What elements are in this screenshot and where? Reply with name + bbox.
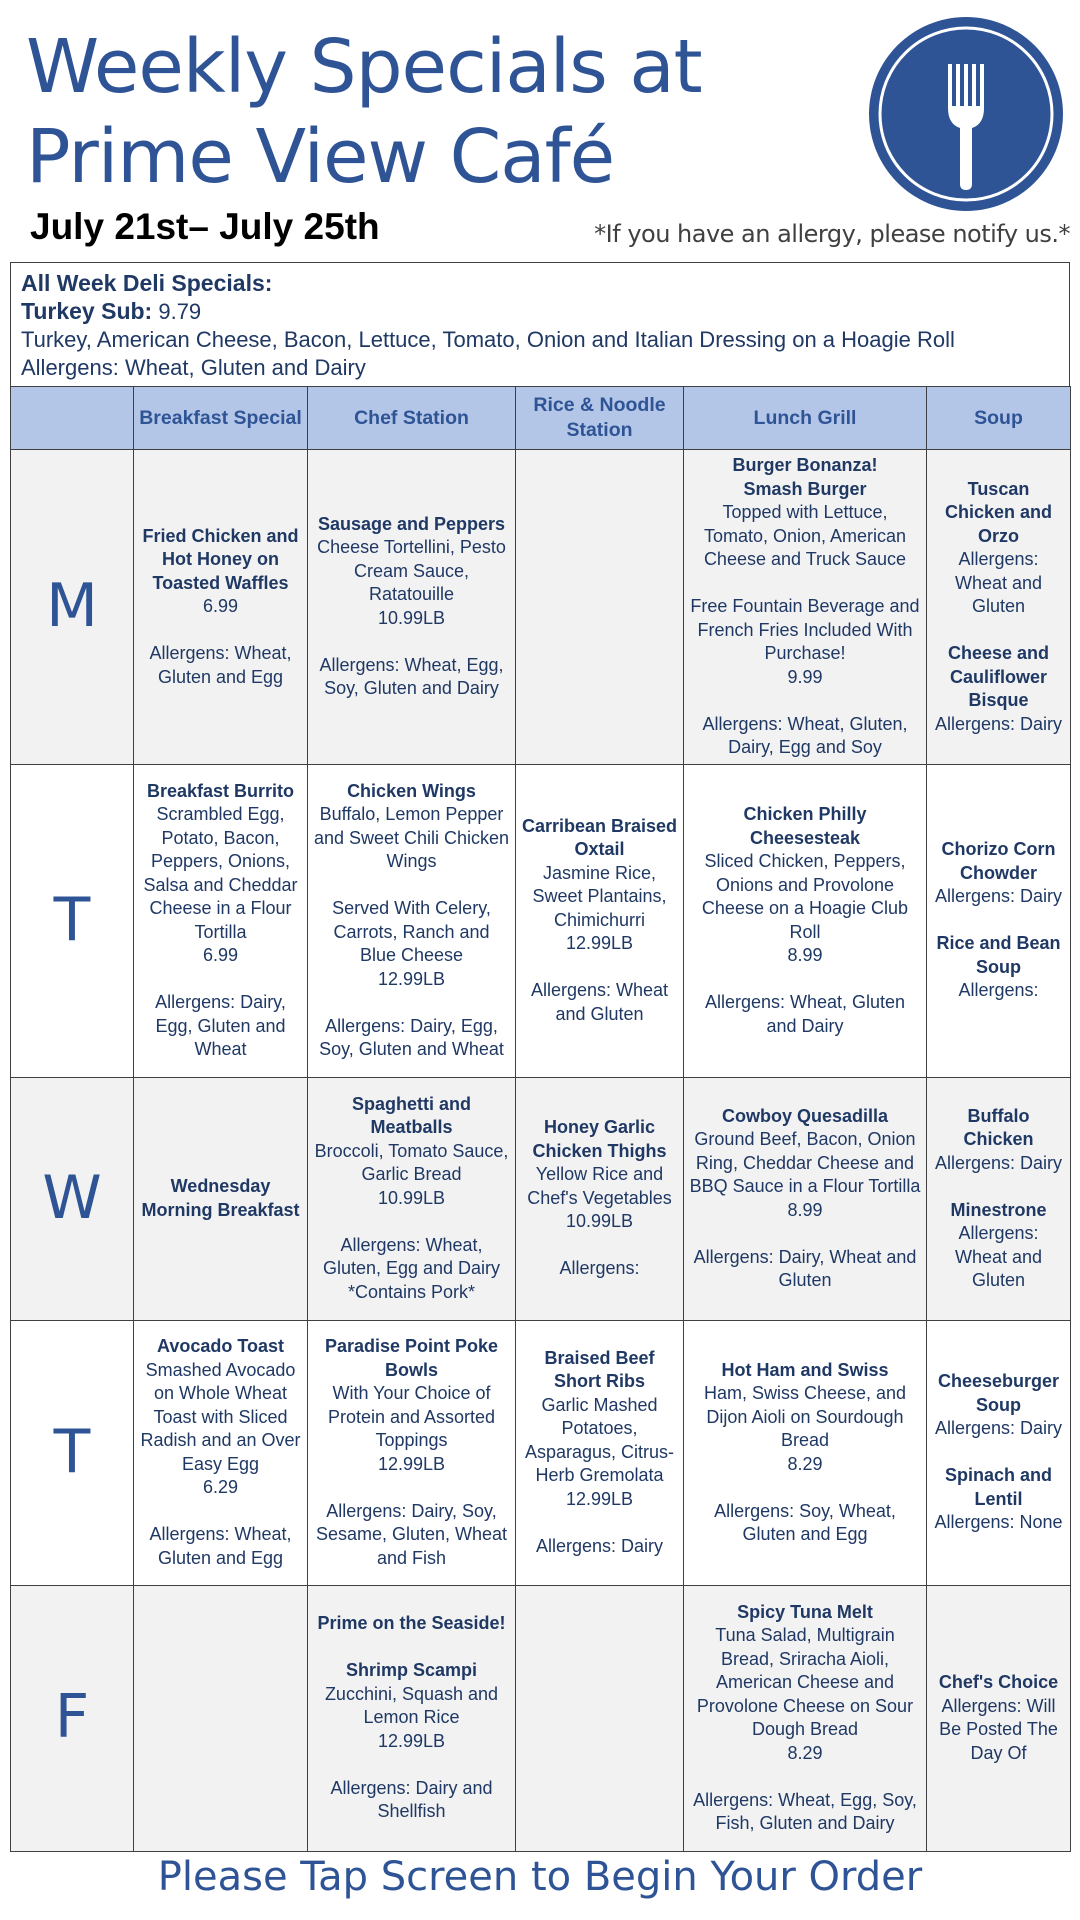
item-text: Allergens: Wheat, Gluten and Egg bbox=[149, 643, 292, 687]
item-text: 10.99LB bbox=[565, 1211, 634, 1232]
item-text: Allergens: Dairy and Shellfish bbox=[330, 1777, 493, 1822]
item-text bbox=[313, 991, 510, 1015]
page-title bbox=[26, 22, 702, 202]
header-chef-station: Chef Station bbox=[308, 387, 516, 450]
item-title: Buffalo Chicken bbox=[963, 1105, 1034, 1149]
deli-heading: All Week Deli Specials: bbox=[21, 270, 273, 296]
fork-logo-icon bbox=[868, 16, 1064, 212]
header-lunch-grill: Lunch Grill bbox=[684, 387, 927, 450]
item-text: Allergens: Dairy, Egg, Soy, Gluten and Wheat bbox=[319, 1015, 504, 1059]
day-letter: F bbox=[11, 1585, 134, 1851]
breakfast-cell bbox=[134, 764, 308, 1077]
item-text bbox=[313, 874, 510, 898]
grill-cell bbox=[684, 1320, 927, 1585]
item-title: Shrimp Scampi bbox=[345, 1660, 478, 1681]
item-text: Allergens: Wheat, Gluten, Dairy, Egg and Soy bbox=[702, 713, 908, 757]
item-text: Allergens: Wheat and Gluten bbox=[954, 549, 1043, 616]
item-text bbox=[932, 909, 1065, 933]
item-text: 12.99LB bbox=[377, 968, 446, 989]
item-text: Allergens: Wheat and Gluten bbox=[954, 1223, 1043, 1290]
tap-to-order-button[interactable]: Please Tap Screen to Begin Your Order bbox=[157, 1854, 923, 1900]
item-text: Allergens: Dairy bbox=[934, 1152, 1063, 1173]
chef-cell bbox=[308, 450, 516, 765]
header-day bbox=[11, 387, 134, 450]
grill-cell bbox=[684, 1585, 927, 1851]
item-text bbox=[139, 619, 302, 643]
item-title: Spinach and Lentil bbox=[944, 1465, 1052, 1509]
item-text: Jasmine Rice, Sweet Plantains, Chimichurri bbox=[532, 862, 667, 930]
item-text: Broccoli, Tomato Sauce, Garlic Bread bbox=[314, 1140, 509, 1185]
item-text: Scrambled Egg, Potato, Bacon, Peppers, Onions, Salsa and Cheddar Cheese in a Flour Tortilla bbox=[143, 804, 298, 942]
item-text: Buffalo, Lemon Pepper and Sweet Chili Chicken Wings bbox=[313, 804, 510, 871]
item-text: 8.99 bbox=[787, 1199, 823, 1220]
item-title: Smash Burger bbox=[743, 478, 867, 499]
header-rice-noodle: Rice & Noodle Station bbox=[516, 387, 684, 450]
item-text: Allergens: Will Be Posted The Day Of bbox=[939, 1695, 1058, 1763]
item-text: 10.99LB bbox=[377, 607, 446, 628]
breakfast-cell bbox=[134, 450, 308, 765]
item-text: Ham, Swiss Cheese, and Dijon Aioli on Sourdough Bread bbox=[703, 1383, 907, 1450]
item-title: Avocado Toast bbox=[156, 1336, 285, 1356]
day-letter: W bbox=[11, 1077, 134, 1320]
item-title: Chef's Choice bbox=[938, 1672, 1059, 1692]
item-text: 8.29 bbox=[787, 1453, 823, 1474]
item-title: Paradise Point Poke Bowls bbox=[324, 1336, 499, 1380]
item-text bbox=[689, 1222, 921, 1246]
item-text: Served With Celery, Carrots, Ranch and Blue Cheese bbox=[332, 898, 491, 965]
grill-cell bbox=[684, 764, 927, 1077]
table-row-wednesday bbox=[11, 1077, 1071, 1320]
item-title: Tuscan Chicken and Orzo bbox=[944, 478, 1053, 546]
item-text: 6.99 bbox=[202, 596, 239, 616]
item-title: Breakfast Burrito bbox=[146, 780, 295, 801]
soup-cell bbox=[927, 450, 1071, 765]
item-text: With Your Choice of Protein and Assorted Toppings bbox=[327, 1383, 496, 1450]
item-title: Wednesday Morning Breakfast bbox=[141, 1176, 300, 1220]
item-text bbox=[313, 1476, 510, 1500]
item-text bbox=[689, 1765, 921, 1789]
item-text: Smashed Avocado on Whole Wheat Toast with Sliced Radish and an Over Easy Egg bbox=[140, 1359, 301, 1474]
table-row-monday bbox=[11, 450, 1071, 765]
item-text: Allergens: None bbox=[934, 1512, 1063, 1533]
header-soup: Soup bbox=[927, 387, 1071, 450]
item-text: Allergens: Wheat, Gluten and Dairy bbox=[704, 992, 906, 1036]
item-text: 6.99 bbox=[202, 945, 239, 965]
item-text bbox=[313, 630, 510, 654]
deli-item-name: Turkey Sub: bbox=[21, 298, 153, 324]
item-text: Allergens: Dairy bbox=[934, 713, 1063, 734]
table-row-thursday bbox=[11, 1320, 1071, 1585]
item-text: Allergens: Dairy bbox=[934, 1418, 1063, 1439]
item-text: Tuna Salad, Multigrain Bread, Sriracha Aioli, American Cheese and Provolone Cheese on Sour Dough Bread bbox=[696, 1625, 914, 1739]
item-text: *Contains Pork* bbox=[347, 1281, 476, 1302]
rice-cell bbox=[516, 1585, 684, 1851]
soup-cell bbox=[927, 1320, 1071, 1585]
chef-cell bbox=[308, 764, 516, 1077]
item-title: Spaghetti and Meatballs bbox=[351, 1093, 471, 1138]
item-text: Ground Beef, Bacon, Onion Ring, Cheddar Cheese and BBQ Sauce in a Flour Tortilla bbox=[689, 1129, 921, 1196]
item-text: Topped with Lettuce, Tomato, Onion, American Cheese and Truck Sauce bbox=[703, 502, 907, 569]
item-title: Chorizo Corn Chowder bbox=[941, 839, 1056, 883]
rice-cell bbox=[516, 450, 684, 765]
item-title: Prime on the Seaside! bbox=[317, 1613, 506, 1634]
item-text bbox=[521, 1234, 678, 1258]
item-title: Minestrone bbox=[950, 1199, 1047, 1220]
item-text: Allergens: Wheat, Gluten, Egg and Dairy bbox=[322, 1234, 501, 1279]
item-text: Allergens: Wheat and Gluten bbox=[530, 980, 669, 1024]
item-title: Fried Chicken and Hot Honey on Toasted Waffles bbox=[142, 525, 299, 593]
item-text bbox=[932, 1441, 1065, 1465]
grill-cell bbox=[684, 1077, 927, 1320]
item-text: Allergens: Dairy bbox=[535, 1535, 664, 1556]
deli-description: Turkey, American Cheese, Bacon, Lettuce, Tomato, Onion and Italian Dressing on a Hoagie Roll bbox=[21, 327, 955, 352]
title-line-1: Weekly Specials at bbox=[26, 24, 702, 110]
chef-cell bbox=[308, 1320, 516, 1585]
allergy-notice: *If you have an allergy, please notify us.* bbox=[594, 220, 1070, 248]
item-title: Rice and Bean Soup bbox=[936, 933, 1061, 977]
item-text: Yellow Rice and Chef's Vegetables bbox=[527, 1164, 672, 1208]
date-range: July 21st– July 25th bbox=[30, 206, 380, 247]
item-text bbox=[932, 1175, 1065, 1199]
item-text: 6.29 bbox=[202, 1477, 239, 1497]
item-text: 8.99 bbox=[787, 945, 823, 965]
item-text: Allergens: Dairy, Egg, Gluten and Wheat bbox=[155, 992, 286, 1059]
item-text bbox=[521, 956, 678, 980]
title-line-2: Prime View Café bbox=[26, 114, 615, 200]
item-text bbox=[313, 1210, 510, 1234]
soup-cell bbox=[927, 1077, 1071, 1320]
item-text bbox=[313, 1636, 510, 1660]
item-text bbox=[139, 1500, 302, 1524]
item-text: Allergens: Wheat, Egg, Soy, Fish, Gluten and Dairy bbox=[693, 1789, 917, 1833]
soup-cell bbox=[927, 764, 1071, 1077]
day-letter: T bbox=[11, 764, 134, 1077]
breakfast-cell bbox=[134, 1320, 308, 1585]
breakfast-cell bbox=[134, 1077, 308, 1320]
item-text: Garlic Mashed Potatoes, Asparagus, Citrus-Herb Gremolata bbox=[524, 1394, 675, 1486]
item-text: 12.99LB bbox=[565, 1488, 634, 1509]
item-title: Sausage and Peppers bbox=[317, 513, 506, 534]
item-title: Cowboy Quesadilla bbox=[721, 1105, 889, 1126]
item-text: 12.99LB bbox=[377, 1453, 446, 1474]
item-text: Allergens: bbox=[559, 1258, 640, 1279]
item-text: Allergens: bbox=[958, 980, 1039, 1001]
soup-cell bbox=[927, 1585, 1071, 1851]
item-text: Allergens: Wheat, Egg, Soy, Gluten and Dairy bbox=[319, 654, 504, 699]
header-breakfast: Breakfast Special bbox=[134, 387, 308, 450]
deli-allergens: Allergens: Wheat, Gluten and Dairy bbox=[21, 355, 366, 380]
day-letter: M bbox=[11, 450, 134, 765]
item-title: Chicken Wings bbox=[347, 780, 476, 801]
item-title: Cheese and Cauliflower Bisque bbox=[947, 643, 1050, 710]
item-text: Sliced Chicken, Peppers, Onions and Provolone Cheese on a Hoagie Club Roll bbox=[701, 851, 909, 942]
table-row-friday bbox=[11, 1585, 1071, 1851]
weekly-menu-table bbox=[10, 386, 1071, 1852]
rice-cell bbox=[516, 1077, 684, 1320]
grill-cell bbox=[684, 450, 927, 765]
item-text: Cheese Tortellini, Pesto Cream Sauce, Ratatouille bbox=[317, 537, 506, 605]
item-text: 12.99LB bbox=[565, 933, 634, 954]
item-text bbox=[689, 572, 921, 596]
day-letter: T bbox=[11, 1320, 134, 1585]
item-title: Spicy Tuna Melt bbox=[737, 1601, 873, 1622]
item-text bbox=[139, 968, 302, 992]
item-title: Hot Ham and Swiss bbox=[721, 1359, 889, 1380]
item-text bbox=[521, 1511, 678, 1535]
item-text bbox=[313, 1753, 510, 1777]
item-text: Allergens: Soy, Wheat, Gluten and Egg bbox=[714, 1500, 896, 1544]
item-text bbox=[689, 968, 921, 992]
item-text bbox=[689, 1476, 921, 1500]
item-text: 10.99LB bbox=[377, 1187, 446, 1208]
item-text: Zucchini, Squash and Lemon Rice bbox=[324, 1683, 499, 1728]
item-title: Carribean Braised Oxtail bbox=[521, 815, 678, 860]
rice-cell bbox=[516, 764, 684, 1077]
item-text: Allergens: Dairy, Wheat and Gluten bbox=[693, 1246, 917, 1290]
chef-cell bbox=[308, 1585, 516, 1851]
item-text: Allergens: Wheat, Gluten and Egg bbox=[149, 1524, 292, 1568]
deli-specials bbox=[10, 262, 1070, 386]
item-text: 9.99 bbox=[787, 666, 823, 687]
rice-cell bbox=[516, 1320, 684, 1585]
item-text bbox=[689, 689, 921, 713]
breakfast-cell bbox=[134, 1585, 308, 1851]
item-title: Burger Bonanza! bbox=[732, 455, 878, 475]
item-text: Allergens: Dairy, Soy, Sesame, Gluten, Wheat and Fish bbox=[315, 1500, 508, 1568]
table-row-tuesday bbox=[11, 764, 1071, 1077]
deli-item bbox=[21, 297, 1059, 326]
item-title: Chicken Philly Cheesesteak bbox=[743, 804, 867, 848]
item-title: Braised Beef Short Ribs bbox=[544, 1347, 655, 1392]
item-text bbox=[932, 619, 1065, 643]
deli-item-price: 9.79 bbox=[158, 299, 202, 324]
chef-cell bbox=[308, 1077, 516, 1320]
item-text: Allergens: Dairy bbox=[934, 886, 1063, 907]
item-title: Cheeseburger Soup bbox=[937, 1371, 1060, 1415]
item-text: 12.99LB bbox=[377, 1730, 446, 1751]
table-header-row bbox=[11, 387, 1071, 450]
item-text: 8.29 bbox=[787, 1742, 823, 1763]
item-title: Honey Garlic Chicken Thighs bbox=[532, 1117, 667, 1161]
item-text: Free Fountain Beverage and French Fries Included With Purchase! bbox=[690, 596, 920, 663]
